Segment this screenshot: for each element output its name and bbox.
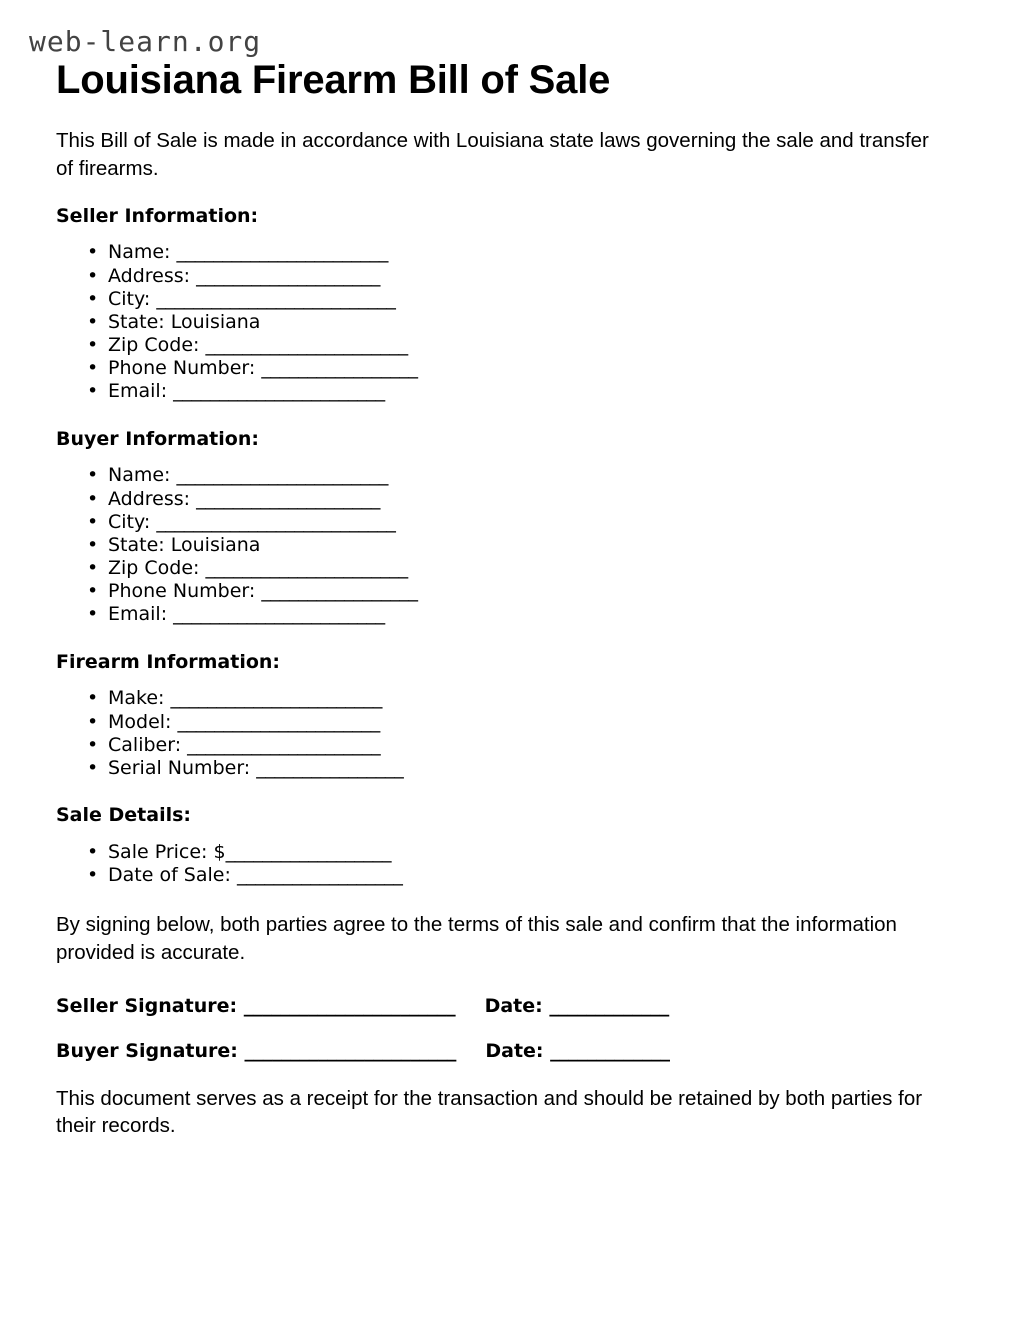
buyer-signature-blank[interactable]: _______________________	[244, 1039, 457, 1062]
field-blank[interactable]: ______________________	[205, 557, 408, 580]
seller-date-blank[interactable]: _____________	[549, 994, 669, 1017]
field-blank[interactable]: _____________________	[187, 733, 381, 756]
site-watermark: web-learn.org	[29, 25, 262, 58]
field-blank[interactable]: __________________________	[156, 510, 396, 533]
list-item	[56, 687, 956, 710]
field-blank[interactable]: ________________	[256, 756, 404, 779]
field-label: Email:	[108, 380, 168, 403]
list-item	[56, 241, 956, 264]
field-label: Make:	[108, 687, 165, 710]
field-blank[interactable]: ______________________	[177, 710, 380, 733]
buyer-date-blank[interactable]: _____________	[550, 1039, 670, 1062]
field-label: Address:	[108, 264, 191, 287]
buyer-signature-row	[56, 1040, 956, 1063]
field-blank[interactable]: ____________________	[196, 264, 381, 287]
list-item	[56, 734, 956, 757]
field-label: Sale Price: $	[108, 840, 226, 863]
seller-signature-label: Seller Signature:	[56, 994, 238, 1017]
field-label: Model:	[108, 710, 172, 733]
seller-section-heading: Seller Information:	[56, 204, 259, 227]
list-item	[56, 603, 956, 626]
list-item	[56, 357, 956, 380]
buyer-signature-label: Buyer Signature:	[56, 1039, 238, 1062]
seller-signature-row	[56, 995, 956, 1018]
list-item	[56, 288, 956, 311]
firearm-section-heading: Firearm Information:	[56, 650, 281, 673]
intro-paragraph: This Bill of Sale is made in accordance with Louisiana state laws governing the sale and transfer of firearms.	[56, 128, 929, 180]
field-label: Email:	[108, 603, 168, 626]
page-title: Louisiana Firearm Bill of Sale	[56, 58, 611, 102]
sale-details-field-list	[56, 841, 956, 887]
list-item	[56, 841, 956, 864]
field-label: Serial Number:	[108, 756, 251, 779]
buyer-field-list	[56, 464, 956, 626]
field-label: State:	[108, 533, 165, 556]
list-item	[56, 864, 956, 887]
list-item	[56, 380, 956, 403]
field-value: Louisiana	[170, 533, 261, 556]
seller-signature-blank[interactable]: _______________________	[243, 994, 456, 1017]
field-label: City:	[108, 510, 151, 533]
buyer-section-heading: Buyer Information:	[56, 427, 259, 450]
field-blank[interactable]: _______________________	[173, 603, 385, 626]
field-value: Louisiana	[170, 310, 261, 333]
field-blank[interactable]: _________________	[261, 357, 418, 380]
list-item	[56, 488, 956, 511]
field-label: Phone Number:	[108, 357, 256, 380]
list-item	[56, 311, 956, 334]
field-blank[interactable]: _______________________	[176, 241, 389, 264]
field-label: Caliber:	[108, 733, 182, 756]
list-item	[56, 265, 956, 288]
seller-field-list	[56, 241, 956, 403]
list-item	[56, 580, 956, 603]
field-blank[interactable]: _______________________	[176, 464, 389, 487]
list-item	[56, 334, 956, 357]
closing-paragraph: This document serves as a receipt for the transaction and should be retained by both parties for their records.	[56, 1086, 923, 1138]
agreement-paragraph: By signing below, both parties agree to the terms of this sale and confirm that the information provided is accurate.	[56, 913, 897, 965]
firearm-field-list	[56, 687, 956, 780]
field-label: Name:	[108, 464, 171, 487]
field-label: Zip Code:	[108, 557, 200, 580]
field-label: City:	[108, 287, 151, 310]
list-item	[56, 534, 956, 557]
field-blank[interactable]: __________________	[236, 864, 403, 886]
field-label: Date of Sale:	[108, 864, 231, 886]
buyer-date-label: Date:	[485, 1039, 544, 1062]
field-blank[interactable]: __________________________	[156, 287, 396, 310]
list-item	[56, 757, 956, 780]
list-item	[56, 464, 956, 487]
list-item	[56, 711, 956, 734]
field-blank[interactable]: ____________________	[196, 487, 381, 510]
document-content	[29, 25, 956, 1162]
sale-details-section-heading: Sale Details:	[56, 804, 192, 827]
field-label: Phone Number:	[108, 580, 256, 603]
field-label: State:	[108, 310, 165, 333]
field-blank[interactable]: _________________	[261, 580, 418, 603]
field-blank[interactable]: _______________________	[170, 687, 383, 710]
field-blank[interactable]: ______________________	[205, 334, 408, 357]
field-label: Address:	[108, 487, 191, 510]
field-blank[interactable]: _______________________	[173, 380, 385, 403]
field-blank[interactable]: __________________	[225, 840, 392, 863]
list-item	[56, 557, 956, 580]
seller-date-label: Date:	[484, 994, 543, 1017]
field-label: Zip Code:	[108, 334, 200, 357]
field-label: Name:	[108, 241, 171, 264]
list-item	[56, 511, 956, 534]
